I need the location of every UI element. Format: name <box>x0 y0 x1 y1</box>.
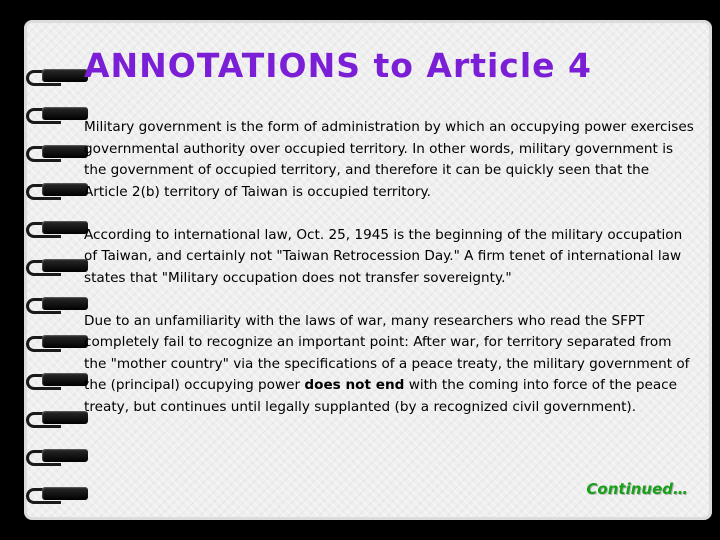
paragraph-text: with the coming into force of the peace treaty, but continues until legally supplanted (by a recognized civil government). <box>84 377 678 415</box>
paragraph-occupation-date: According to international law, Oct. 25, 1945 is the beginning of the military occupation of Taiwan, and certainly not "Taiwan Retrocession Day." A firm tenet of international law states that "Military occupation does not transfer sovereignty." <box>84 226 683 286</box>
emphasis-text: does not end <box>304 377 405 393</box>
paragraph-military-government: Military government is the form of administration by which an occupying power exercises governmental authority over occupied territory. In other words, military government is the government of occupied territory, and therefore it can be quickly seen that the Article 2(b) territory of Taiwan is occupied territory. <box>84 119 694 200</box>
paragraph-text: Due to an unfamiliarity with the laws of war, many researchers who read the SFPT completely fail to recognize an important point: After war, for territory separated from the "mother country" via the specifications of a peace treaty, the military government of the (principal) occupying power <box>84 312 690 393</box>
continued-label: Continued… <box>586 480 688 498</box>
annotation-body <box>84 117 694 440</box>
binding-ring <box>24 484 94 504</box>
paragraph-laws-of-war <box>84 311 694 419</box>
binding-ring <box>24 446 94 466</box>
page-title: ANNOTATIONS to Article 4 <box>84 46 593 85</box>
